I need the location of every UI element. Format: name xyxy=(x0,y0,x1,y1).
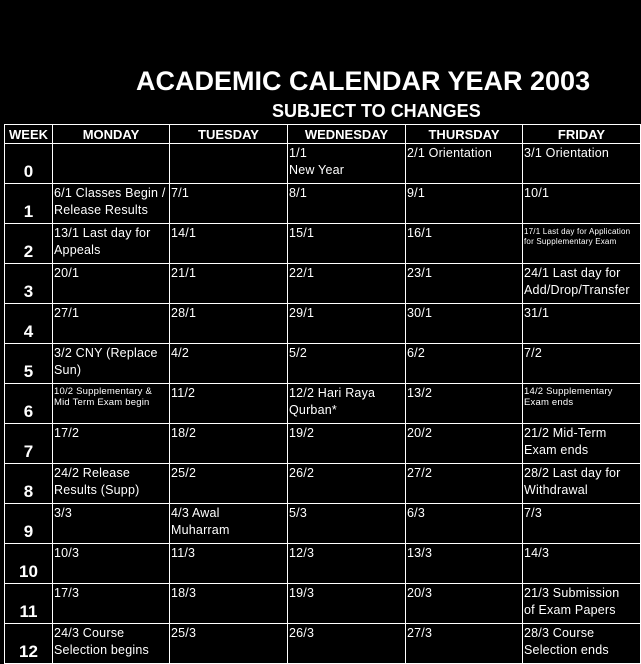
table-row xyxy=(5,344,641,384)
day-cell: 10/1 xyxy=(523,184,641,224)
week-number: 10 xyxy=(5,544,53,584)
table-row xyxy=(5,384,641,424)
day-cell: 21/2 Mid-Term Exam ends xyxy=(523,424,641,464)
day-cell: 14/2 Supplementary Exam ends xyxy=(523,384,641,424)
table-row xyxy=(5,584,641,624)
header-monday: MONDAY xyxy=(53,125,170,144)
week-number: 4 xyxy=(5,304,53,344)
day-cell: 11/2 xyxy=(170,384,288,424)
page-subtitle: SUBJECT TO CHANGES xyxy=(272,101,481,121)
day-cell xyxy=(53,144,170,184)
table-row xyxy=(5,544,641,584)
day-cell: 23/1 xyxy=(406,264,523,304)
week-number: 0 xyxy=(5,144,53,184)
day-cell: 15/1 xyxy=(288,224,406,264)
day-cell: 24/1 Last day for Add/Drop/Transfer xyxy=(523,264,641,304)
day-cell: 14/3 xyxy=(523,544,641,584)
header-tuesday: TUESDAY xyxy=(170,125,288,144)
day-cell xyxy=(170,144,288,184)
page-title: ACADEMIC CALENDAR YEAR 2003 xyxy=(136,66,591,96)
week-number: 2 xyxy=(5,224,53,264)
table-row xyxy=(5,464,641,504)
day-cell: 21/1 xyxy=(170,264,288,304)
week-number: 12 xyxy=(5,624,53,664)
day-cell: 13/2 xyxy=(406,384,523,424)
day-cell: 20/2 xyxy=(406,424,523,464)
day-cell: 25/3 xyxy=(170,624,288,664)
day-cell: 28/2 Last day for Withdrawal xyxy=(523,464,641,504)
day-cell: 27/3 xyxy=(406,624,523,664)
day-cell: 31/1 xyxy=(523,304,641,344)
table-row xyxy=(5,624,641,664)
day-cell: 25/2 xyxy=(170,464,288,504)
week-number: 9 xyxy=(5,504,53,544)
table-row xyxy=(5,224,641,264)
day-cell: 3/2 CNY (Replace Sun) xyxy=(53,344,170,384)
header-thursday: THURSDAY xyxy=(406,125,523,144)
day-cell: 4/2 xyxy=(170,344,288,384)
day-cell: 6/3 xyxy=(406,504,523,544)
day-cell: 7/2 xyxy=(523,344,641,384)
day-cell: 19/2 xyxy=(288,424,406,464)
day-cell: 16/1 xyxy=(406,224,523,264)
week-number: 6 xyxy=(5,384,53,424)
day-cell: 2/1 Orientation xyxy=(406,144,523,184)
day-cell: 24/3 Course Selection begins xyxy=(53,624,170,664)
day-cell: 30/1 xyxy=(406,304,523,344)
table-row xyxy=(5,504,641,544)
day-cell: 28/1 xyxy=(170,304,288,344)
day-cell: 7/3 xyxy=(523,504,641,544)
calendar-table xyxy=(4,124,641,664)
table-row xyxy=(5,144,641,184)
day-cell: 17/2 xyxy=(53,424,170,464)
day-cell: 6/2 xyxy=(406,344,523,384)
day-cell: 18/3 xyxy=(170,584,288,624)
week-number: 5 xyxy=(5,344,53,384)
week-number: 3 xyxy=(5,264,53,304)
table-row xyxy=(5,184,641,224)
day-cell: 26/3 xyxy=(288,624,406,664)
day-cell: 29/1 xyxy=(288,304,406,344)
header-row xyxy=(5,125,641,144)
day-cell: 5/3 xyxy=(288,504,406,544)
day-cell: 6/1 Classes Begin / Release Results xyxy=(53,184,170,224)
day-cell: 28/3 Course Selection ends xyxy=(523,624,641,664)
day-cell: 20/1 xyxy=(53,264,170,304)
day-cell: 13/3 xyxy=(406,544,523,584)
table-row xyxy=(5,424,641,464)
day-cell: 27/1 xyxy=(53,304,170,344)
day-cell: 5/2 xyxy=(288,344,406,384)
day-cell: 17/3 xyxy=(53,584,170,624)
day-cell: 22/1 xyxy=(288,264,406,304)
day-cell: 7/1 xyxy=(170,184,288,224)
week-number: 8 xyxy=(5,464,53,504)
day-cell: 4/3 Awal Muharram xyxy=(170,504,288,544)
header-wednesday: WEDNESDAY xyxy=(288,125,406,144)
day-cell: 20/3 xyxy=(406,584,523,624)
day-cell: 26/2 xyxy=(288,464,406,504)
day-cell: 27/2 xyxy=(406,464,523,504)
day-cell: 17/1 Last day for Application for Supplementary Exam xyxy=(523,224,641,264)
day-cell: 8/1 xyxy=(288,184,406,224)
week-number: 11 xyxy=(5,584,53,624)
day-cell: 12/2 Hari Raya Qurban* xyxy=(288,384,406,424)
table-row xyxy=(5,304,641,344)
day-cell: 19/3 xyxy=(288,584,406,624)
day-cell: 10/2 Supplementary & Mid Term Exam begin xyxy=(53,384,170,424)
header-friday: FRIDAY xyxy=(523,125,641,144)
table-row xyxy=(5,264,641,304)
day-cell: 9/1 xyxy=(406,184,523,224)
day-cell: 11/3 xyxy=(170,544,288,584)
day-cell: 21/3 Submission of Exam Papers xyxy=(523,584,641,624)
week-number: 1 xyxy=(5,184,53,224)
header-week: WEEK xyxy=(5,125,53,144)
week-number: 7 xyxy=(5,424,53,464)
day-cell: 10/3 xyxy=(53,544,170,584)
day-cell: 12/3 xyxy=(288,544,406,584)
day-cell: 3/3 xyxy=(53,504,170,544)
day-cell: 13/1 Last day for Appeals xyxy=(53,224,170,264)
day-cell: 18/2 xyxy=(170,424,288,464)
day-cell: 1/1 New Year xyxy=(288,144,406,184)
day-cell: 14/1 xyxy=(170,224,288,264)
day-cell: 3/1 Orientation xyxy=(523,144,641,184)
day-cell: 24/2 Release Results (Supp) xyxy=(53,464,170,504)
